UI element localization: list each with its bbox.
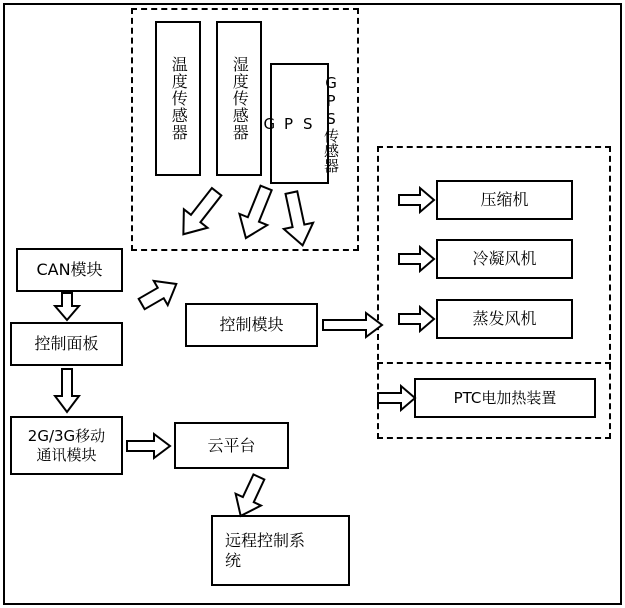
node-can-module [16, 248, 123, 292]
node-remote-control-system [211, 515, 350, 586]
arrow-gps-sensor-to-control-module [275, 188, 319, 250]
node-humidity-sensor-label: 湿度传感器 [230, 56, 250, 141]
node-mobile-comm-module [10, 416, 123, 475]
node-control-module-label: 控制模块 [219, 315, 284, 334]
node-cloud-platform [174, 422, 289, 469]
arrow-control-panel-to-mobile-comm-module [52, 368, 82, 414]
node-compressor [436, 180, 573, 220]
node-control-panel [10, 322, 123, 366]
node-can-module-label: CAN模块 [36, 260, 103, 279]
node-temp-sensor-label: 温度传感器 [169, 56, 189, 141]
node-remote-control-system-label-line2: 统 [225, 550, 242, 570]
node-gps-sensor-label-right: GPS传感器 [322, 74, 340, 173]
node-mobile-comm-module-label-line1: 2G/3G移动 [27, 426, 106, 445]
arrow-cloud-platform-to-remote-control-system [228, 472, 272, 520]
arrow-temp-sensor-to-control-module [175, 182, 225, 244]
arrow-to-condenser-fan [398, 245, 436, 273]
node-temp-sensor [155, 21, 201, 176]
node-mobile-comm-module-label-line2: 通讯模块 [36, 445, 97, 464]
node-control-module [185, 303, 318, 347]
arrow-control-module-to-can-module [135, 272, 183, 316]
node-condenser-fan [436, 239, 573, 279]
hvac-group-divider [377, 362, 611, 364]
node-ptc-heater-label: PTC电加热装置 [453, 388, 557, 407]
node-evaporator-fan-label: 蒸发风机 [472, 309, 537, 328]
arrow-humidity-sensor-to-control-module [234, 182, 278, 244]
node-gps-sensor-label-left2: P [279, 114, 298, 133]
node-cloud-platform-label: 云平台 [207, 435, 256, 455]
arrow-to-ptc-heater [377, 384, 417, 412]
node-gps-sensor [260, 63, 340, 184]
arrow-mobile-comm-module-to-cloud-platform [126, 431, 172, 461]
node-control-panel-label: 控制面板 [34, 334, 99, 353]
arrow-to-compressor [398, 186, 436, 214]
node-gps-sensor-label-left3: S [298, 114, 317, 133]
node-humidity-sensor [216, 21, 262, 176]
node-ptc-heater [414, 378, 596, 418]
node-condenser-fan-label: 冷凝风机 [472, 249, 537, 268]
node-evaporator-fan [436, 299, 573, 339]
arrow-to-evaporator-fan [398, 305, 436, 333]
node-gps-sensor-label-left: G [260, 114, 279, 133]
node-remote-control-system-label-line1: 远程控制系 [225, 530, 306, 550]
arrow-control-module-to-hvac-group [322, 310, 384, 340]
arrow-can-module-to-control-panel [52, 292, 82, 322]
node-compressor-label: 压缩机 [480, 190, 529, 209]
